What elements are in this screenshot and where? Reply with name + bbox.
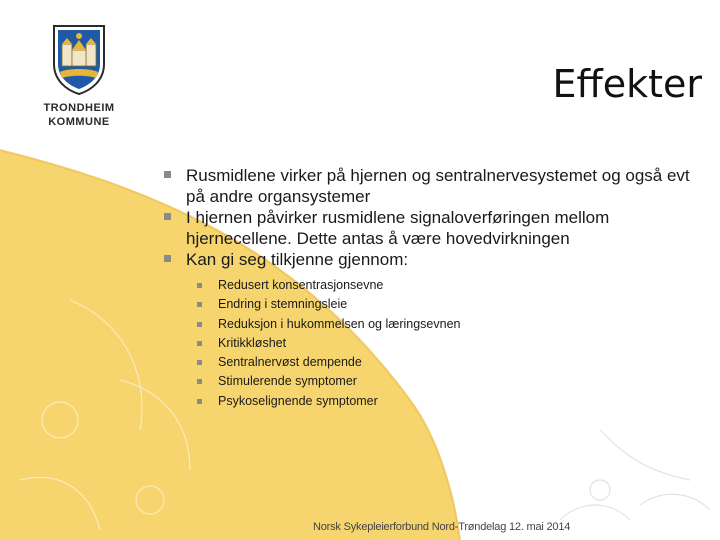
bullet-square-icon <box>164 213 171 220</box>
sub-bullet-item <box>196 372 461 391</box>
bullet-square-icon <box>197 283 202 288</box>
sub-bullet-item <box>196 315 461 334</box>
main-bullet-text: Kan gi seg tilkjenne gjennom: <box>186 250 409 269</box>
sub-bullet-text: Psykoselignende symptomer <box>218 393 378 408</box>
bullet-square-icon <box>197 302 202 307</box>
slide-footer: Norsk Sykepleierforbund Nord-Trøndelag 12. mai 2014 <box>313 521 571 533</box>
trondheim-logo <box>40 22 120 128</box>
main-bullet-item <box>162 249 702 270</box>
main-bullet-item <box>162 165 702 207</box>
bullet-square-icon <box>164 255 171 262</box>
sub-bullet-text: Stimulerende symptomer <box>218 374 357 389</box>
sub-bullet-item <box>196 295 461 314</box>
logo-line-1: TRONDHEIM <box>43 102 115 114</box>
bullet-square-icon <box>197 360 202 365</box>
sub-bullet-item <box>196 334 461 353</box>
slide-title: Effekter <box>552 62 702 106</box>
trondheim-coat-of-arms-icon <box>50 22 108 96</box>
sub-bullet-text: Sentralnervøst dempende <box>218 355 362 370</box>
sub-bullet-text: Endring i stemningsleie <box>218 297 348 312</box>
main-bullet-list <box>162 165 702 270</box>
sub-bullet-item <box>196 276 461 295</box>
sub-bullet-text: Reduksjon i hukommelsen og læringsevnen <box>218 316 461 331</box>
main-bullet-text: Rusmidlene virker på hjernen og sentralnervesystemet og også evt på andre organsystemer <box>186 166 690 206</box>
sub-bullet-item <box>196 353 461 372</box>
bullet-square-icon <box>164 171 171 178</box>
main-bullet-item <box>162 207 702 249</box>
sub-bullet-text: Kritikkløshet <box>218 335 287 350</box>
sub-bullet-text: Redusert konsentrasjonsevne <box>218 278 384 292</box>
ornament-outline-right <box>560 430 710 520</box>
bullet-square-icon <box>197 322 202 327</box>
logo-line-2: KOMMUNE <box>48 116 110 128</box>
sub-bullet-list <box>196 276 461 411</box>
bullet-square-icon <box>197 379 202 384</box>
bullet-square-icon <box>197 341 202 346</box>
main-bullet-text: I hjernen påvirker rusmidlene signaloverføringen mellom hjernecellene. Dette antas å være hovedvirkningen <box>186 208 610 248</box>
sub-bullet-item <box>196 392 461 411</box>
bullet-square-icon <box>197 399 202 404</box>
